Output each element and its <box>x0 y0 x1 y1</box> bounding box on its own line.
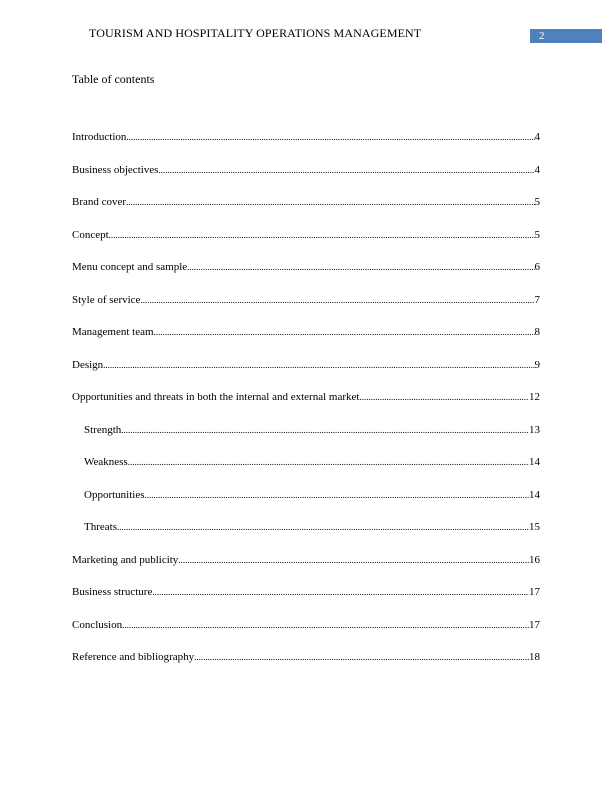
toc-entry-page-number: 7 <box>534 293 540 306</box>
toc-dot-leader <box>126 194 534 210</box>
toc-entry[interactable] <box>72 454 540 487</box>
toc-dot-leader <box>117 519 529 535</box>
toc-entry[interactable] <box>72 357 540 390</box>
page-number-badge: 2 <box>530 29 602 43</box>
toc-entry-page-number: 8 <box>534 326 540 338</box>
toc-entry-label[interactable]: Strength <box>84 423 122 436</box>
toc-entry-page-number: 12 <box>529 391 540 403</box>
toc-entry-label[interactable]: Conclusion <box>72 618 123 631</box>
toc-entry-label[interactable]: Marketing and publicity <box>72 553 179 566</box>
toc-entry-label[interactable]: Style of service <box>72 293 141 306</box>
toc-dot-leader <box>121 422 529 438</box>
toc-dot-leader <box>126 129 534 145</box>
toc-entry-label[interactable]: Design <box>72 358 104 371</box>
toc-entry-page-number: 18 <box>529 651 540 663</box>
toc-dot-leader <box>194 649 529 665</box>
toc-dot-leader <box>154 324 535 340</box>
toc-entry-label[interactable]: Business objectives <box>72 163 159 176</box>
toc-entry-label[interactable]: Menu concept and sample <box>72 261 188 273</box>
toc-entry-page-number: 16 <box>529 553 540 566</box>
toc-entry[interactable] <box>72 162 540 195</box>
toc-entry-label[interactable]: Threats <box>84 521 117 533</box>
toc-entry-page-number: 6 <box>534 261 540 273</box>
toc-dot-leader <box>103 357 534 373</box>
toc-dot-leader <box>359 389 529 405</box>
toc-entry-label[interactable]: Concept <box>72 228 109 241</box>
table-of-contents <box>72 129 540 682</box>
toc-entry[interactable] <box>72 389 540 422</box>
toc-entry-page-number: 14 <box>529 456 540 468</box>
toc-entry-label[interactable]: Management team <box>72 326 154 338</box>
toc-entry-label[interactable]: Reference and bibliography <box>72 651 195 663</box>
toc-entry-label[interactable]: Brand cover <box>72 196 127 208</box>
toc-entry-label[interactable]: Business structure <box>72 586 153 598</box>
toc-entry[interactable] <box>72 227 540 260</box>
toc-dot-leader <box>140 292 534 308</box>
toc-entry-label[interactable]: Opportunities <box>84 488 145 501</box>
toc-entry[interactable] <box>72 129 540 162</box>
toc-entry-label[interactable]: Weakness <box>84 456 128 468</box>
toc-entry[interactable] <box>72 552 540 585</box>
toc-dot-leader <box>152 584 529 600</box>
toc-entry-page-number: 4 <box>534 131 540 143</box>
toc-dot-leader <box>122 617 529 633</box>
toc-entry[interactable] <box>72 649 540 682</box>
toc-dot-leader <box>109 227 535 243</box>
toc-entry-label[interactable]: Introduction <box>72 131 127 143</box>
toc-entry[interactable] <box>72 584 540 617</box>
toc-entry-page-number: 13 <box>529 423 540 436</box>
toc-entry-page-number: 5 <box>534 196 540 208</box>
toc-entry[interactable] <box>72 487 540 520</box>
toc-entry[interactable] <box>72 194 540 227</box>
toc-entry-page-number: 17 <box>529 586 540 598</box>
toc-entry-page-number: 14 <box>529 488 540 501</box>
toc-heading: Table of contents <box>72 72 155 86</box>
toc-entry-page-number: 15 <box>529 521 540 533</box>
toc-entry-page-number: 4 <box>534 163 540 176</box>
toc-entry[interactable] <box>72 292 540 325</box>
toc-entry[interactable] <box>72 324 540 357</box>
toc-entry-page-number: 17 <box>529 618 540 631</box>
toc-entry-page-number: 9 <box>534 358 540 371</box>
toc-entry[interactable] <box>72 422 540 455</box>
toc-dot-leader <box>158 162 534 178</box>
toc-entry[interactable] <box>72 519 540 552</box>
running-header-title: TOURISM AND HOSPITALITY OPERATIONS MANAGEMENT <box>89 26 422 40</box>
toc-entry-page-number: 5 <box>534 228 540 241</box>
toc-dot-leader <box>178 552 529 568</box>
toc-dot-leader <box>145 487 530 503</box>
toc-dot-leader <box>187 259 534 275</box>
toc-entry[interactable] <box>72 617 540 650</box>
toc-entry[interactable] <box>72 259 540 292</box>
toc-dot-leader <box>128 454 529 470</box>
toc-entry-label[interactable]: Opportunities and threats in both the internal and external market <box>72 391 360 403</box>
